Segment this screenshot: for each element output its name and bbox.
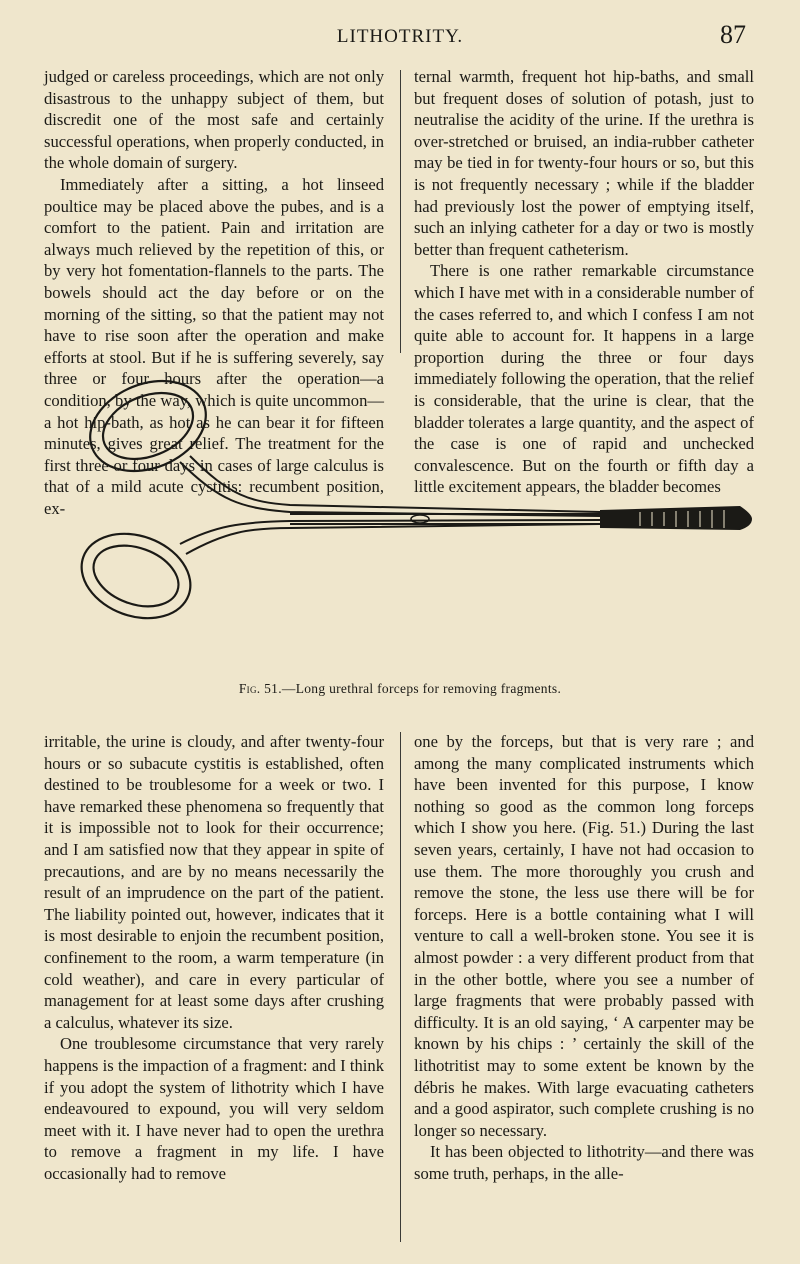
forceps-upper-ring-inner <box>93 381 203 472</box>
forceps-upper-ring <box>77 366 220 487</box>
forceps-lower-ring-inner <box>85 535 187 618</box>
column-divider <box>400 70 401 353</box>
page-number: 87 <box>720 20 746 49</box>
column-bottom-left <box>44 731 384 1184</box>
forceps-joint <box>411 515 429 523</box>
figure-caption-text: —Long urethral forceps for removing fragments. <box>281 681 562 696</box>
paragraph: Immediately after a sitting, a hot linseed poultice may be placed above the pubes, and is a comfort to the patient. Pain and irritation are always much relieved by the repetition of this, or by very hot fomentation-flannels to the parts. The bowels should act the day before or on the morning of the sitting, so that the patient may not have to rise soon after the operation and make efforts at stool. But if he is suffering severely, say three or four hours after the operation—a condition, by the way, which is quite uncommon—a hot hip-bath, as hot as he can bear it for fifteen minutes, gives great relief. The treatment for the first three or four days in cases of large calculus is that of a mild acute cystitis: recumbent position, ex- <box>44 174 384 518</box>
paragraph: judged or careless proceedings, which are not only disastrous to the unhappy subject of them, but discredit one of the most safe and certainly successful operations, when properly conducted, in the whole domain of surgery. <box>44 67 384 173</box>
paragraph: One troublesome circumstance that very rarely happens is the impaction of a fragment: and I think if you adopt the system of lithotrity which I have endeavoured to expound, you will very seldom meet with it. I have never had to open the urethra to remove a fragment in my life. I have occasionally had to remove <box>44 1034 384 1183</box>
forceps-illustration <box>40 366 760 676</box>
forceps-lower-ring <box>70 519 203 632</box>
forceps-lower-shank-edge <box>186 524 600 554</box>
page-header <box>0 20 800 56</box>
figure-caption <box>0 681 800 697</box>
paragraph: ternal warmth, frequent hot hip-baths, and small but frequent doses of solution of potash, just to neutralise the acidity of the urine. If the urethra is over-stretched or bruised, an india-rubber catheter may be tied in for twenty-four hours or so, but this is not frequently necessary ; while if the bladder had previously lost the power of emptying itself, such an inlying catheter for a day or two is mostly better than frequent catheterism. <box>414 67 754 259</box>
running-head: LITHOTRITY. <box>336 26 464 47</box>
forceps-upper-shank-edge <box>190 456 600 512</box>
paragraph: irritable, the urine is cloudy, and after twenty-four hours or so subacute cystitis is established, often destined to be troublesome for a week or two. I have remarked these phenomena so frequently that it is impossible not to look for their occurrence; and I am satisfied now that they appear in spite of precautions, and are by no means necessarily the result of an imprudence on the part of the patient. The liability pointed out, however, indicates that it is most desirable to enjoin the recumbent position, confinement to the room, a warm temperature (in cold weather), and care in every particular of management for at least some days after crushing a calculus, whatever its size. <box>44 732 384 1032</box>
figure-label: Fig. 51. <box>238 681 282 696</box>
paragraph: one by the forceps, but that is very rare ; and among the many complicated instruments which have been invented for this purpose, I know nothing so good as the common long forceps which I show you here. (Fig. 51.) During the last seven years, certainly, I have not had occasion to use them. The more thoroughly you crush and remove the stone, the less use there will be for forceps. Here is a bottle containing what I will venture to call a well-broken stone. You see it is almost powder : a very different product from that in the other bottle, where you see a number of large fragments that were probably passed with difficulty. It is an old saying, ‘ A carpenter may be known by his chips : ’ certainly the skill of the lithotritist may to some extent be known by the débris he makes. With large evacuating catheters and a good aspirator, such complete crushing is no longer so necessary. <box>414 732 754 1140</box>
column-divider <box>400 732 401 1242</box>
column-bottom-right <box>414 731 754 1184</box>
paragraph: It has been objected to lithotrity—and there was some truth, perhaps, in the alle- <box>414 1142 754 1183</box>
paragraph: There is one rather remarkable circumstance which I have met with in a considerable number of the cases referred to, and which I confess I am not quite able to account for. It happens in a large proportion during the three or four days immediately following the operation, that the relief is considerable, that the urine is clear, that the bladder tolerates a large quantity, and the aspect of the case is one of rapid and unchecked convalescence. But on the fourth or fifth day a little excitement appears, the bladder becomes <box>414 261 754 497</box>
